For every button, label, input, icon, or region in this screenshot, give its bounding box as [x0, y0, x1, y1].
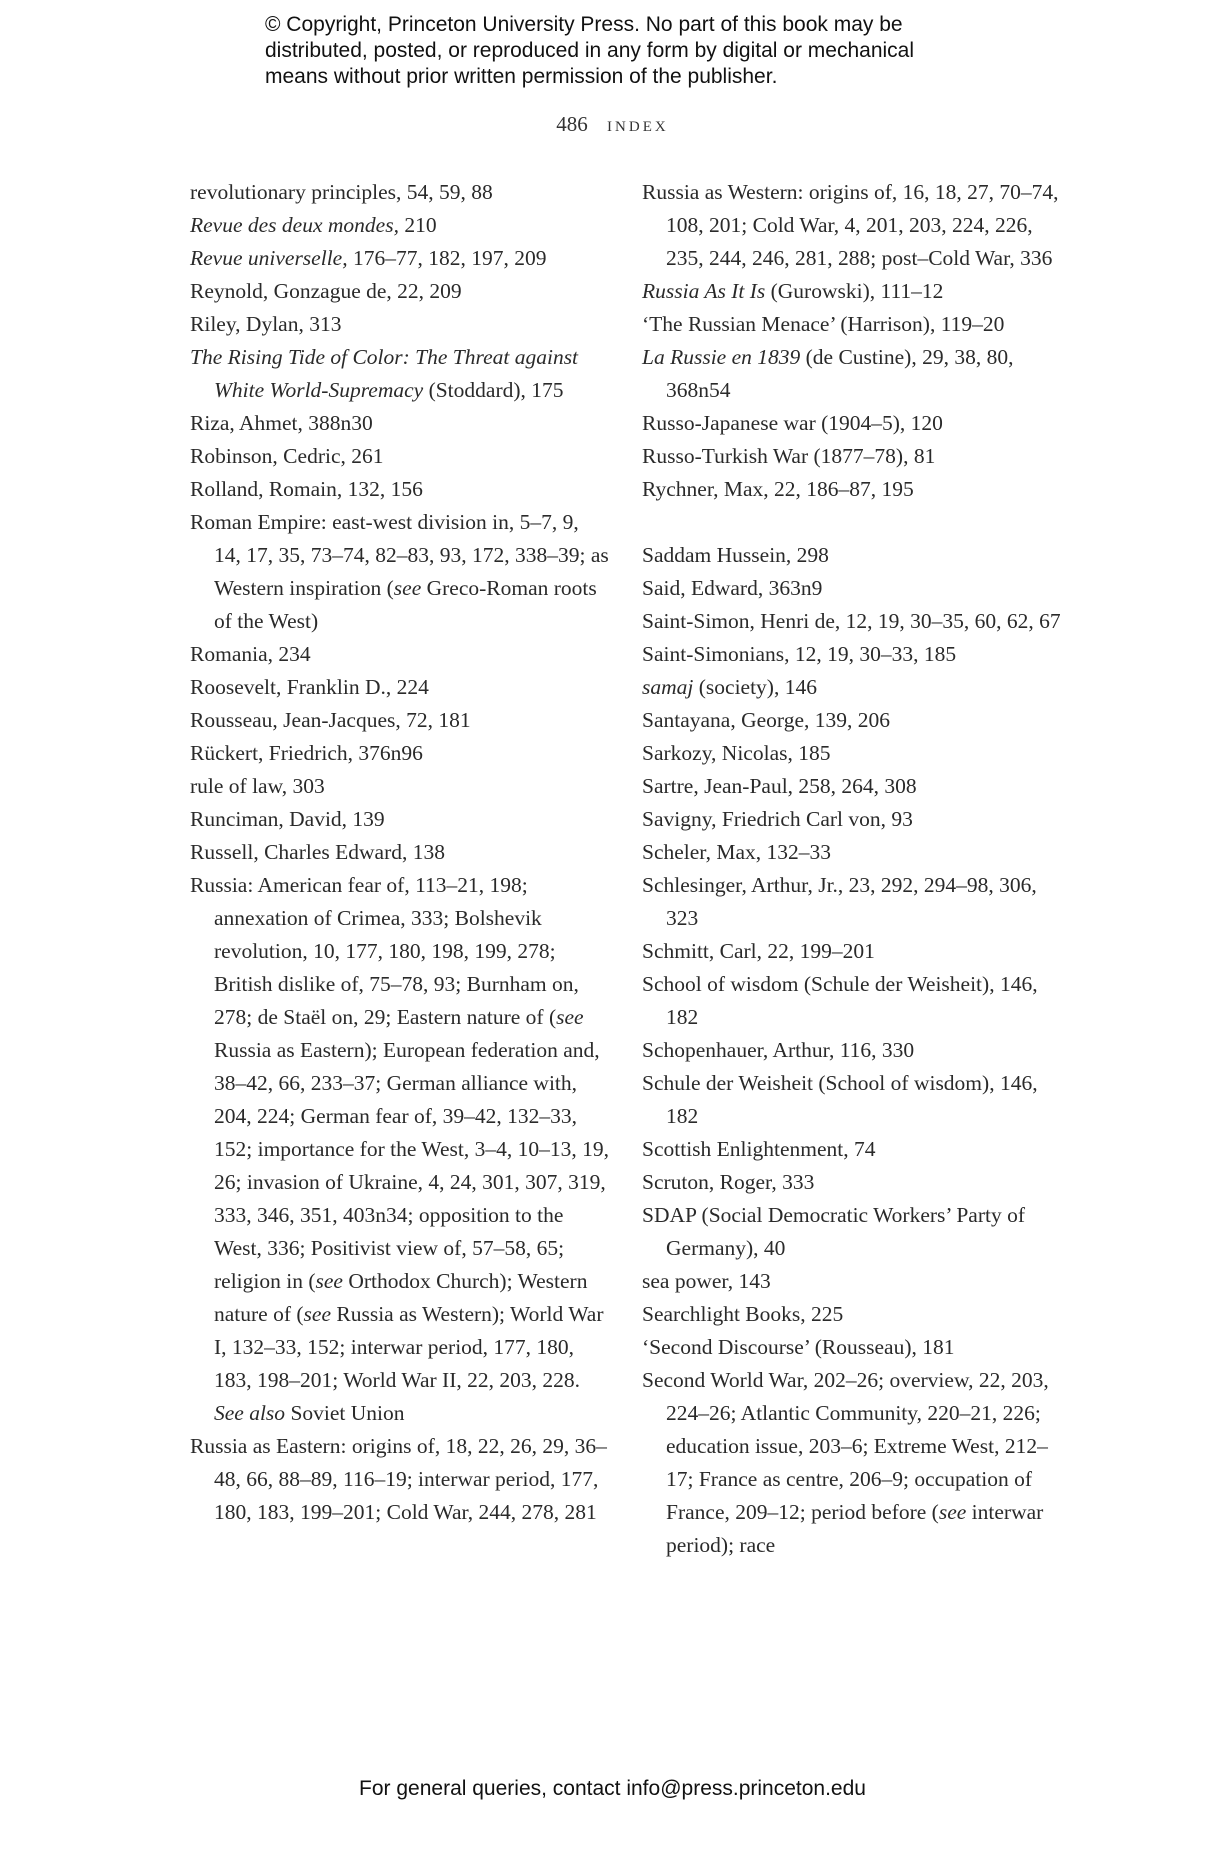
index-entry — [642, 275, 1072, 308]
index-entry-text: Russia as Western); World War I, 132–33, 152; interwar period, 177, 180, 183, 198–201; World War II, 22, 203, 228. — [214, 1302, 604, 1392]
index-entry: sea power, 143 — [642, 1269, 771, 1293]
index-entry-italic: Revue des deux mondes, — [190, 213, 399, 237]
index-entry: Saint-Simon, Henri de, 12, 19, 30–35, 60, 62, 67 — [642, 609, 1061, 633]
index-entry: Schule der Weisheit (School of wisdom), 146, 182 — [642, 1071, 1038, 1128]
index-entry: Russell, Charles Edward, 138 — [190, 840, 445, 864]
index-entry-text: Russia as Eastern); European federation and, 38–42, 66, 233–37; German alliance with, 204, 224; German fear of, 39–42, 132–33, 152; importance for the West, 3–4, 10–13, 19, 26; invasion of Ukraine, 4, 24, 301, 307, 319, 333, 346, 351, 403n34; opposition to the West, 336; Positivist view of, 57–58, 65; religion in ( — [214, 1038, 609, 1293]
index-entry-italic: see — [556, 1005, 584, 1029]
index-entry: Russo-Turkish War (1877–78), 81 — [642, 444, 936, 468]
index-entry: Russo-Japanese war (1904–5), 120 — [642, 411, 943, 435]
index-entry: Runciman, David, 139 — [190, 807, 385, 831]
footer-contact: For general queries, contact info@press.princeton.edu — [359, 1777, 866, 1800]
index-entry: Riley, Dylan, 313 — [190, 312, 342, 336]
index-entry-italic: Russia As It Is — [642, 279, 766, 303]
index-entry: Saddam Hussein, 298 — [642, 543, 829, 567]
index-entry: Russia as Western: origins of, 16, 18, 27, 70–74, 108, 201; Cold War, 4, 201, 203, 224, 226, 235, 244, 246, 281, 288; post–Cold War, 336 — [642, 180, 1059, 270]
index-entry-text: Roman Empire: east-west division in, 5–7, 9, 14, 17, 35, 73–74, 82–83, 93, 172, 338–39; as Western inspiration ( — [190, 510, 609, 600]
index-entry: Santayana, George, 139, 206 — [642, 708, 890, 732]
index-entry: Saint-Simonians, 12, 19, 30–33, 185 — [642, 642, 957, 666]
index-entry: Rückert, Friedrich, 376n96 — [190, 741, 423, 765]
index-entry-text: 176–77, 182, 197, 209 — [347, 246, 547, 270]
running-header — [0, 112, 1225, 137]
index-entry: rule of law, 303 — [190, 774, 325, 798]
index-entry — [642, 341, 1072, 407]
index-entry-text: Russia: American fear of, 113–21, 198; annexation of Crimea, 333; Bolshevik revolution, 10, 177, 180, 198, 199, 278; British dislike of, 75–78, 93; Burnham on, 278; de Staël on, 29; Eastern nature of ( — [190, 873, 579, 1029]
section-label: index — [607, 112, 669, 136]
index-entry-italic: La Russie en 1839 — [642, 345, 801, 369]
index-entry-text: Second World War, 202–26; overview, 22, 203, 224–26; Atlantic Community, 220–21, 226; education issue, 203–6; Extreme West, 212–17; France as centre, 206–9; occupation of France, 209–12; period before ( — [642, 1368, 1049, 1524]
index-entry-italic: The Rising Tide of Color: The Threat against White World-Supremacy — [190, 345, 579, 402]
copyright-line: distributed, posted, or reproduced in any form by digital or mechanical — [265, 39, 915, 62]
index-entry — [190, 242, 610, 275]
index-entry-italic: see — [393, 576, 422, 600]
index-entry-text: Orthodox Church); Western nature of ( — [214, 1269, 588, 1326]
index-entry: ‘The Russian Menace’ (Harrison), 119–20 — [642, 312, 1005, 336]
index-entry: School of wisdom (Schule der Weisheit), 146, 182 — [642, 972, 1038, 1029]
copyright-notice — [265, 12, 985, 90]
copyright-line: means without prior written permission of the publisher. — [265, 65, 778, 88]
index-entry-text: Soviet Union — [285, 1401, 405, 1425]
index-entry: SDAP (Social Democratic Workers’ Party of Germany), 40 — [642, 1203, 1025, 1260]
index-entry: Sartre, Jean-Paul, 258, 264, 308 — [642, 774, 917, 798]
index-entry — [642, 1364, 1072, 1562]
index-entry-text: 210 — [398, 213, 437, 237]
index-entry: Russia as Eastern: origins of, 18, 22, 26, 29, 36–48, 66, 88–89, 116–19; interwar period, 177, 180, 183, 199–201; Cold War, 244, 278, 281 — [190, 1434, 607, 1524]
index-column-left — [190, 176, 610, 1529]
index-entry: Said, Edward, 363n9 — [642, 576, 823, 600]
index-entry-italic: see — [303, 1302, 331, 1326]
index-entry: Scheler, Max, 132–33 — [642, 840, 832, 864]
index-entry-italic: see — [938, 1500, 967, 1524]
index-entry: Schlesinger, Arthur, Jr., 23, 292, 294–98, 306, 323 — [642, 873, 1037, 930]
index-entry-italic: see — [315, 1269, 343, 1293]
index-column-right — [642, 176, 1072, 1562]
index-entry-italic: samaj — [642, 675, 694, 699]
index-entry-text: Greco-Roman roots of the West) — [214, 576, 597, 633]
index-entry: Riza, Ahmet, 388n30 — [190, 411, 373, 435]
index-entry — [642, 671, 1072, 704]
index-entry: Robinson, Cedric, 261 — [190, 444, 384, 468]
index-entry: Rousseau, Jean-Jacques, 72, 181 — [190, 708, 471, 732]
index-entry: Schopenhauer, Arthur, 116, 330 — [642, 1038, 915, 1062]
index-entry-italic: Revue universelle, — [190, 246, 348, 270]
index-entry-text: (society), 146 — [693, 675, 817, 699]
index-entry: Scottish Enlightenment, 74 — [642, 1137, 876, 1161]
index-entry: Rychner, Max, 22, 186–87, 195 — [642, 477, 914, 501]
index-entry: Romania, 234 — [190, 642, 311, 666]
page-number: 486 — [556, 112, 588, 136]
index-entry — [190, 506, 610, 638]
index-entry: Searchlight Books, 225 — [642, 1302, 844, 1326]
index-entry — [190, 869, 610, 1430]
index-entry — [190, 209, 610, 242]
index-entry: Rolland, Romain, 132, 156 — [190, 477, 423, 501]
index-entry: revolutionary principles, 54, 59, 88 — [190, 180, 493, 204]
index-entry — [190, 341, 610, 407]
index-entry: Savigny, Friedrich Carl von, 93 — [642, 807, 913, 831]
index-entry-italic: See also — [214, 1401, 286, 1425]
copyright-line: © Copyright, Princeton University Press. No part of this book may be — [265, 13, 903, 36]
index-entry-text: interwar period); race — [666, 1500, 1044, 1557]
index-entry-text: (de Custine), 29, 38, 80, 368n54 — [666, 345, 1014, 402]
index-entry-text: (Stoddard), 175 — [423, 378, 564, 402]
index-entry-text: (Gurowski), 111–12 — [765, 279, 944, 303]
index-entry: Schmitt, Carl, 22, 199–201 — [642, 939, 875, 963]
index-entry: Scruton, Roger, 333 — [642, 1170, 815, 1194]
index-entry: Roosevelt, Franklin D., 224 — [190, 675, 429, 699]
index-entry: Sarkozy, Nicolas, 185 — [642, 741, 831, 765]
index-entry: Reynold, Gonzague de, 22, 209 — [190, 279, 462, 303]
index-entry: ‘Second Discourse’ (Rousseau), 181 — [642, 1335, 955, 1359]
